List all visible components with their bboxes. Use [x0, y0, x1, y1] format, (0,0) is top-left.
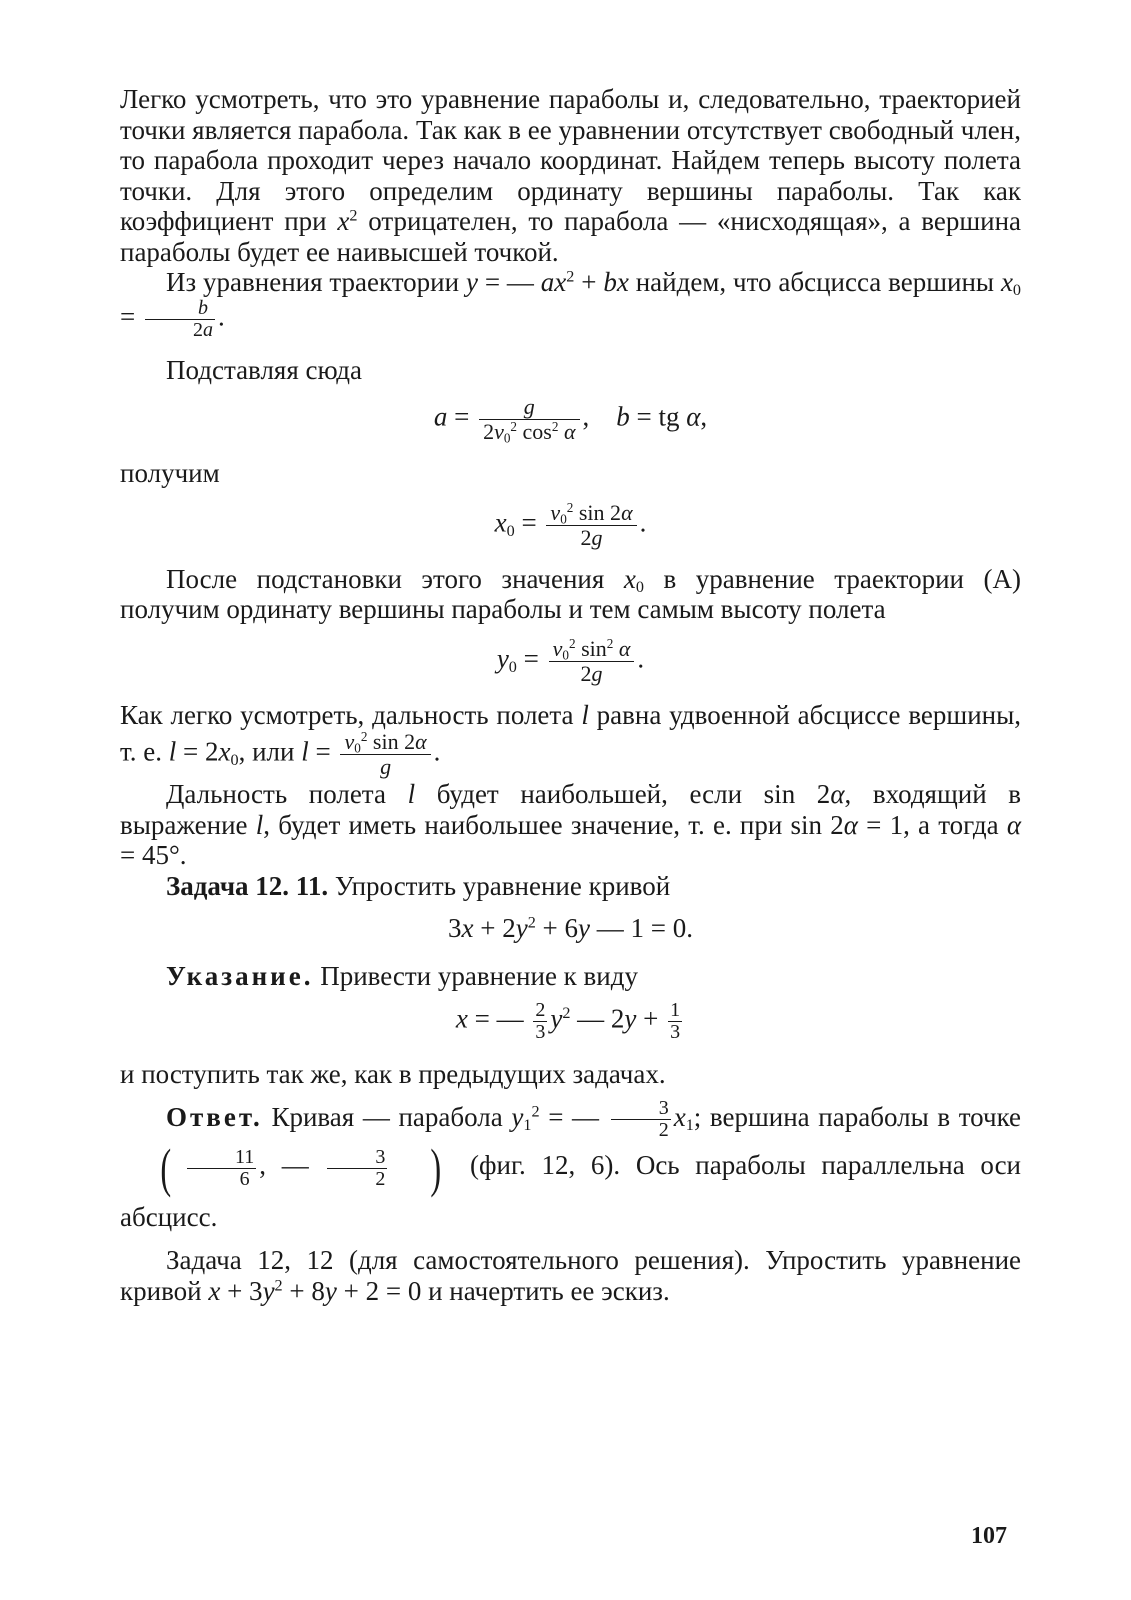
fraction-b-over-2a: $\frac{b}{2a}$	[145, 298, 215, 341]
paragraph-8: и поступить так же, как в предыдущих задачах.	[120, 1058, 666, 1089]
task-12-11-label: Задача 12. 11.	[166, 870, 329, 901]
page-number: 107	[971, 1523, 1007, 1549]
fraction-3-2-b: $\frac{3}{2}$	[327, 1147, 387, 1190]
fraction-11-6: $\frac{11}{6}$	[187, 1147, 256, 1190]
task-12-11	[120, 871, 1021, 902]
paragraph-2-start: Из уравнения траектории	[166, 267, 460, 297]
fraction-l: $\frac{v_0^2 \sin 2\alpha}{g}$	[340, 730, 430, 779]
equation-y0: $y_0$ = $\frac{v_0^2 \sin^2 \alpha}{2g}$ .	[496, 635, 645, 686]
equation-hint: x = — $\frac{2}{3}$ $y^2$ — 2y + $\frac{1}{3}$	[455, 998, 681, 1043]
paragraph-4: получим	[120, 458, 220, 488]
paragraph-2-mid: найдем, что абсцисса вершины	[635, 267, 995, 297]
fraction-2-3: $\frac{2}{3}$	[535, 998, 546, 1043]
fraction-1-3: $\frac{1}{3}$	[670, 998, 681, 1043]
hint	[120, 961, 1021, 992]
answer: Ответ. Кривая — парабола $y_1^2$ = — $\frac{3}{2}$ $x_1$; вершина параболы в точке ( $\frac{11}{6}$ , — $\frac{3}{2}$ ) (фиг. 12, 6). Ось параболы параллельна оси абсцисс.	[120, 1097, 1021, 1233]
task-12-12-text-a: (для самостоятельного решения). Упростить уравнение кривой	[120, 1245, 1021, 1306]
paragraph-2: Из уравнения траектории y = — $ax^2$ + bx найдем, что абсцисса вершины $x_0$ = $\frac{b}{2a}$ .	[120, 267, 1022, 341]
hint-text: Привести уравнение к виду	[320, 961, 638, 991]
answer-b: вершина параболы в точке	[709, 1102, 1021, 1132]
paragraph-7-d: будет иметь наибольшее значение, т. е. при	[278, 809, 783, 840]
paragraph-5-start: После подстановки этого значения	[166, 563, 605, 594]
paragraph-1-text: Легко усмотреть, что это уравнение параболы и, следовательно, траекторией точки является парабола. Так как в ее уравнении отсутствует свободный член, то парабола проходит через начало координат. Найдем теперь высоту полета точки. Для этого определим ординату вершины параболы. Так как коэффициент при	[120, 84, 1021, 236]
paragraph-7-b: будет наибольшей, если	[436, 779, 743, 809]
paragraph-1: Легко усмотреть, что это уравнение параболы и, следовательно, траекторией точки является парабола. Так как в ее уравнении отсутствует свободный член, то парабола проходит через начало координат. Найдем теперь высоту полета точки. Для этого определим ординату вершины параболы. Так как коэффициент при $x^2$ отрицателен, то парабола — «нисходящая», а вершина параболы будет ее наивысшей точкой.	[120, 84, 1022, 267]
paragraph-1-tail: отрицателен, то парабола — «нисходящая», а вершина параболы будет ее наивысшей точкой.	[120, 206, 1022, 267]
paragraph-5: После подстановки этого значения $x_0$ в уравнение траектории (A) получим ординату вершины параболы и тем самым высоту полета	[120, 563, 1021, 624]
paragraph-6-or: или	[252, 736, 295, 767]
answer-a: Кривая — парабола	[271, 1102, 503, 1132]
paragraph-7-a: Дальность полета	[166, 779, 386, 809]
task-12-12-text-b: и начертить ее эскиз.	[428, 1275, 670, 1306]
equation-a-b: a = $\frac{g}{2v_0^2 \cos^2 \alpha}$ , b = tg α,	[433, 394, 708, 446]
fraction-x0: $\frac{v_0^2 \sin 2\alpha}{2g}$	[546, 501, 636, 550]
paragraph-7-e: а тогда	[918, 809, 999, 840]
paragraph-6: Как легко усмотреть, дальность полета l равна удвоенной абсциссе вершины, т. е. $l = 2x_0$, или l = $\frac{v_0^2 \sin 2\alpha}{g}$ .	[120, 699, 1021, 779]
task-12-12-label: Задача 12, 12	[166, 1245, 334, 1276]
paragraph-6-mid: равна удвоенной абсциссе вершины, т. е.	[120, 699, 1021, 767]
equation-x0: $x_0$ = $\frac{v_0^2 \sin 2\alpha}{2g}$ .	[494, 499, 647, 550]
fraction-g-over-2v0cos: $\frac{g}{2v_0^2 \cos^2 \alpha}$	[479, 395, 579, 444]
hint-label: Указание.	[166, 961, 314, 991]
fraction-3-2: $\frac{3}{2}$	[611, 1098, 671, 1141]
paragraph-7-c: входящий в выражение	[120, 779, 1022, 840]
paragraph-5-end: в уравнение траектории (A) получим ординату вершины параболы и тем самым высоту полета	[120, 563, 1021, 624]
task-12-11-text: Упростить уравнение кривой	[334, 870, 671, 901]
paragraph-7: Дальность полета l будет наибольшей, если sin 2α, входящий в выражение l, будет иметь наибольшее значение, т. е. при sin 2α = 1, а тогда α = 45°.	[120, 779, 1022, 870]
task-12-12: Задача 12, 12 (для самостоятельного решения). Упростить уравнение кривой $x + 3y^2 + 8y + 2 = 0$ и начертить ее эскиз.	[120, 1245, 1021, 1306]
paragraph-6-start: Как легко усмотреть, дальность полета	[120, 699, 574, 730]
answer-c: (фиг. 12, 6). Ось параболы параллельна оси абсцисс.	[120, 1150, 1021, 1233]
paragraph-3: Подставляя сюда	[166, 354, 363, 385]
fraction-y0: $\frac{v_0^2 \sin^2 \alpha}{2g}$	[549, 637, 635, 686]
answer-label: Ответ.	[166, 1102, 263, 1132]
equation-task-12-11: $3x + 2y^2 + 6y$ — 1 = 0.	[448, 913, 693, 943]
